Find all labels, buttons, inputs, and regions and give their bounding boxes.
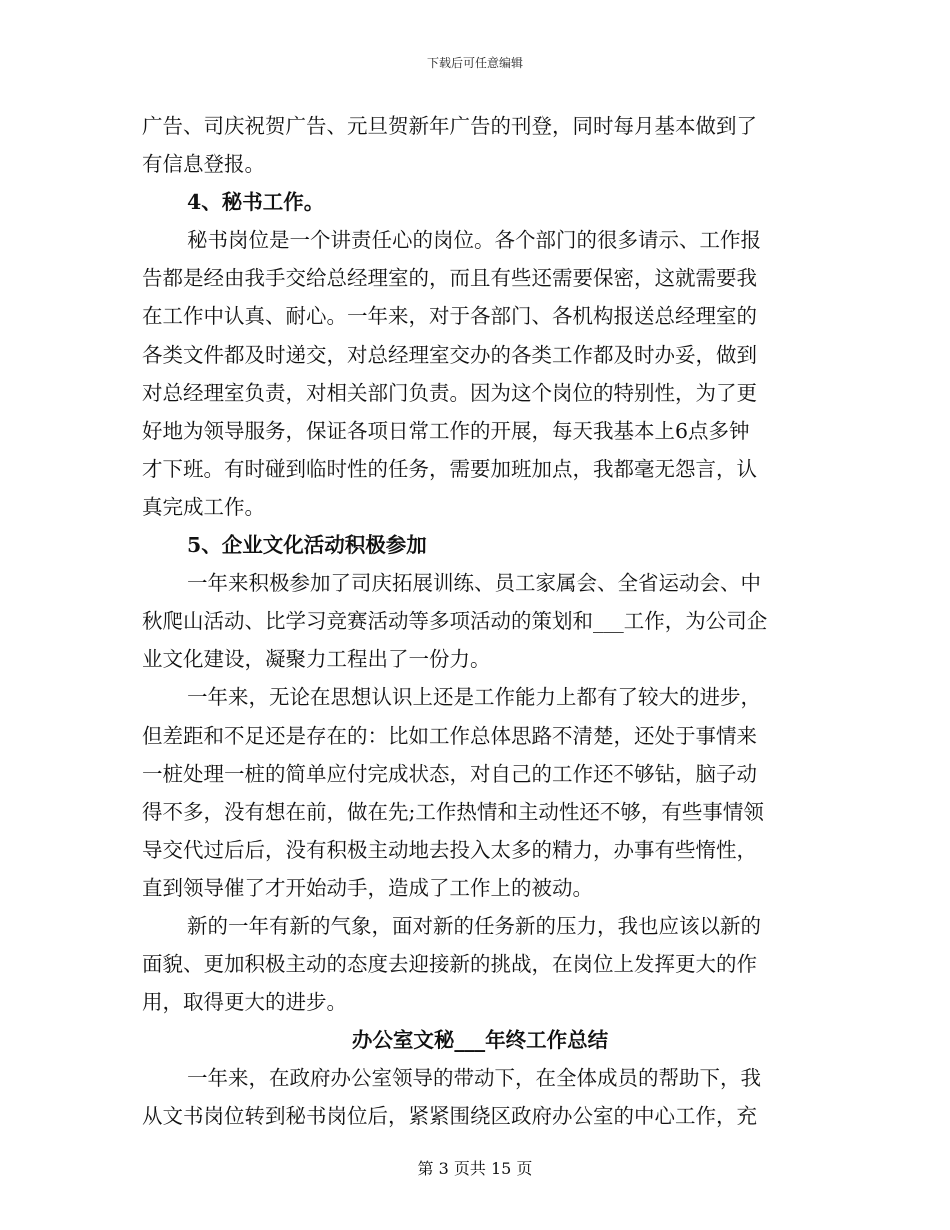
section-heading: 5、企业文化活动积极参加 (187, 533, 427, 558)
text-line: 新的一年有新的气象，面对新的任务新的压力，我也应该以新的 (187, 913, 761, 938)
text-line: 一年来，无论在思想认识上还是工作能力上都有了较大的进步， (187, 685, 761, 710)
text-line: 对总经理室负责，对相关部门负责。因为这个岗位的特别性，为了更 (142, 380, 757, 405)
text-line: 从文书岗位转到秘书岗位后，紧紧围绕区政府办公室的中心工作，充 (142, 1104, 757, 1129)
text-line: 在工作中认真、耐心。一年来，对于各部门、各机构报送总经理室的 (142, 304, 757, 329)
text-line: 一年来积极参加了司庆拓展训练、员工家属会、全省运动会、中 (187, 571, 761, 596)
text-line: 但差距和不足还是存在的：比如工作总体思路不清楚，还处于事情来 (142, 723, 757, 748)
text-line: 秋爬山活动、比学习竞赛活动等多项活动的策划和___工作，为公司企 (142, 609, 768, 634)
text-line: 秘书岗位是一个讲责任心的岗位。各个部门的很多请示、工作报 (187, 228, 761, 253)
page-footer: 第 3 页共 15 页 (417, 1159, 533, 1178)
text-line: 面貌、更加积极主动的态度去迎接新的挑战，在岗位上发挥更大的作 (142, 952, 757, 977)
text-line: 业文化建设，凝聚力工程出了一份力。 (142, 647, 491, 672)
text-line: 广告、司庆祝贺广告、元旦贺新年广告的刊登，同时每月基本做到了 (142, 114, 757, 138)
text-line: 导交代过后后，没有积极主动地去投入太多的精力，办事有些惰性， (142, 837, 757, 862)
text-line: 一桩处理一桩的简单应付完成状态，对自己的工作还不够钻，脑子动 (142, 761, 757, 786)
text-line: 告都是经由我手交给总经理室的，而且有些还需要保密，这就需要我 (142, 266, 757, 291)
text-line: 真完成工作。 (142, 494, 265, 519)
text-line: 用，取得更大的进步。 (142, 990, 347, 1015)
section-heading: 4、秘书工作。 (187, 190, 325, 215)
document-title: 办公室文秘___年终工作总结 (351, 1028, 609, 1053)
text-line: 得不多，没有想在前，做在先;工作热情和主动性还不够，有些事情领 (142, 799, 764, 824)
text-line: 有信息登报。 (142, 152, 265, 177)
text-line: 好地为领导服务，保证各项日常工作的开展，每天我基本上6点多钟 (142, 418, 750, 443)
page-header: 下载后可任意编辑 (426, 56, 523, 70)
text-line: 一年来，在政府办公室领导的带动下，在全体成员的帮助下，我 (187, 1066, 761, 1091)
document-body (142, 107, 818, 1136)
text-line: 才下班。有时碰到临时性的任务，需要加班加点，我都毫无怨言，认 (142, 456, 757, 481)
text-line: 各类文件都及时递交，对总经理室交办的各类工作都及时办妥，做到 (142, 342, 757, 367)
text-line: 直到领导催了才开始动手，造成了工作上的被动。 (142, 875, 593, 900)
